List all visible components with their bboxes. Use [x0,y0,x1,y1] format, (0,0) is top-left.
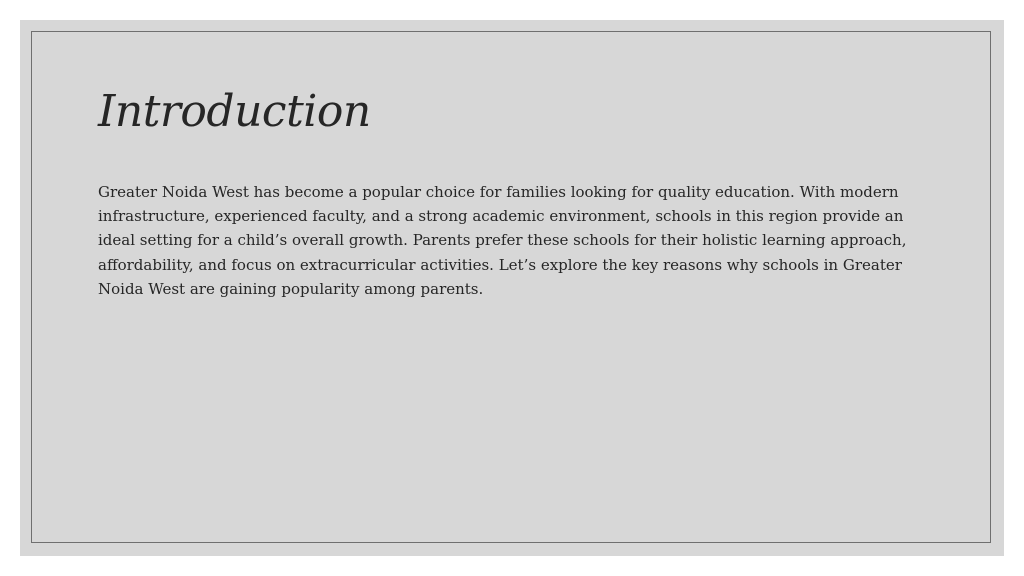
slide [20,20,1004,556]
slide-title: Introduction [98,86,371,137]
slide-body-text: Greater Noida West has become a popular choice for families looking for quality education. With modern infrastructure, experienced faculty, and a strong academic environment, schools in this region provide an ideal setting for a child’s overall growth. Parents prefer these schools for their holistic learning approach, affordability, and focus on extracurricular activities. Let’s explore the key reasons why schools in Greater Noida West are gaining popularity among parents. [98,183,907,298]
